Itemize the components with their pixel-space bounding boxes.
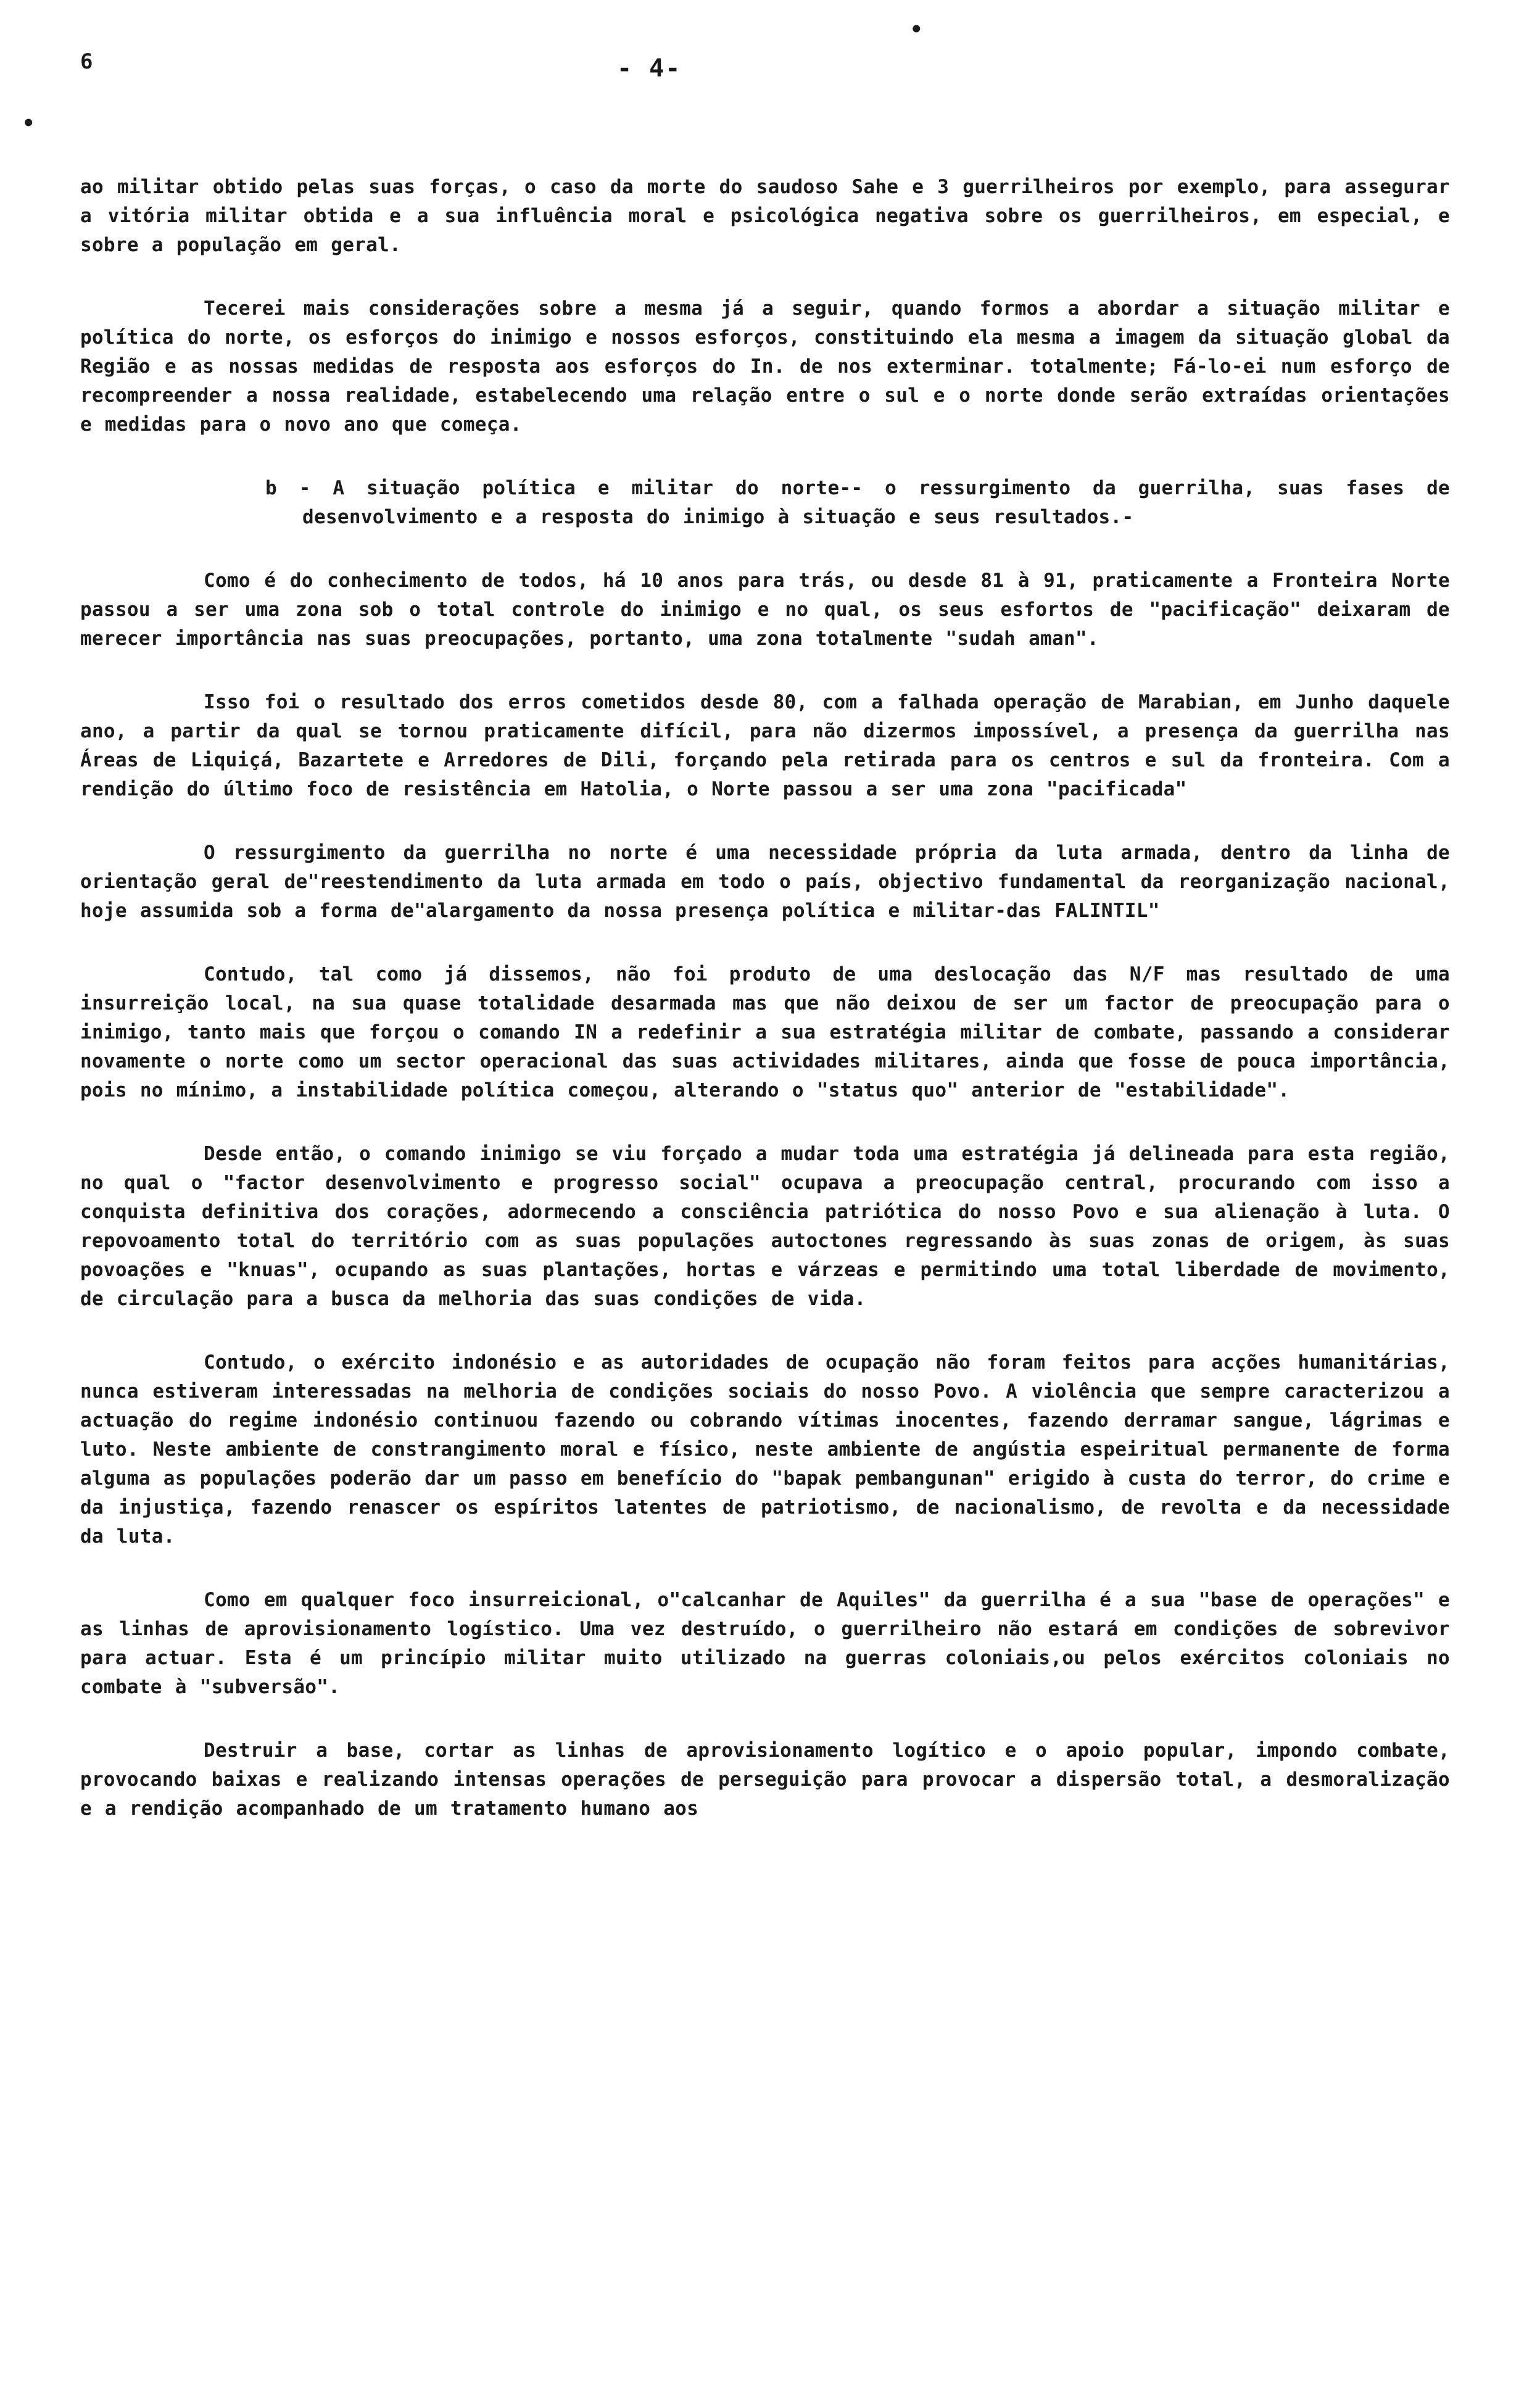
paragraph: Tecerei mais considerações sobre a mesma já a seguir, quando formos a abordar a situação militar e política do norte, os esforços do inimigo e nossos esforços, constituindo ela mesma a imagem da situação global da Região e as nossas medidas de resposta aos esforços do In. de nos exterminar. totalmente; Fá-lo-ei num esforço de recompreender a nossa realidade, estabelecendo uma relação entre o sul e o norte donde serão extraídas orientações e medidas para o novo ano que começa. <box>80 297 1450 436</box>
paragraph: Como é do conhecimento de todos, há 10 anos para trás, ou desde 81 à 91, praticamente a Fronteira Norte passou a ser uma zona sob o total controle do inimigo e no qual, os seus esfortos de "pacificação" deixaram de merecer importância nas suas preocupações, portanto, uma zona totalmente "sudah aman". <box>80 570 1450 650</box>
paragraph: Desde então, o comando inimigo se viu forçado a mudar toda uma estratégia já delineada para esta região, no qual o "factor desenvolvimento e progresso social" ocupava a preocupação central, procurando com isso a conquista definitiva dos corações, adormecendo a consciência patriótica do nosso Povo e sua alienação à luta. O repovoamento total do território com as suas populações autoctones regressando às suas zonas de origem, às suas povoações e "knuas", ocupando as suas plantações, hortas e várzeas e permitindo uma total liberdade de movimento, de circulação para a busca da melhoria das suas condições de vida. <box>80 1143 1450 1310</box>
paragraph-continuation: ao militar obtido pelas suas forças, o caso da morte do saudoso Sahe e 3 guerrilheiros por exemplo, para assegurar a vitória militar obtida e a sua influência moral e psicológica negativa sobre os guerrilheiros, em especial, e sobre a população em geral. <box>80 176 1450 256</box>
paragraph: O ressurgimento da guerrilha no norte é uma necessidade própria da luta armada, dentro da linha de orientação geral de"reestendimento da luta armada em todo o país, objectivo fundamental da reorganização nacional, hoje assumida sob a forma de"alargamento da nossa presença política e militar-das FALINTIL" <box>80 842 1450 922</box>
corner-mark-top-left: 6 <box>80 49 93 74</box>
paragraph: Isso foi o resultado dos erros cometidos desde 80, com a falhada operação de Marabian, em Junho daquele ano, a partir da qual se tornou praticamente difícil, para não dizermos impossível, a presença da guerrilha nas Áreas de Liquiçá, Bazartete e Arredores de Dili, forçando pela retirada para os centros e sul da fronteira. Com a rendição do último foco de resistência em Hatolia, o Norte passou a ser uma zona "pacificada" <box>80 691 1450 800</box>
paragraph: Como em qualquer foco insurreicional, o"calcanhar de Aquiles" da guerrilha é a sua "base de operações" e as linhas de aprovisionamento logístico. Uma vez destruído, o guerrilheiro não estará em condições de sobrevivor para actuar. Esta é um princípio militar muito utilizado na guerras coloniais,ou pelos exércitos coloniais no combate à "subversão". <box>80 1589 1450 1698</box>
section-heading: b - A situação política e militar do norte-- o ressurgimento da guerrilha, suas fases de desenvolvimento e a resposta do inimigo à situação e seus resultados.- <box>265 477 1450 528</box>
page-number: - 4- <box>617 54 682 83</box>
corner-mark-left: • <box>22 111 35 136</box>
document-body <box>80 173 1450 1858</box>
paragraph: Contudo, o exército indonésio e as autoridades de ocupação não foram feitos para acções humanitárias, nunca estiveram interessadas na melhoria de condições sociais do nosso Povo. A violência que sempre caracterizou a actuação do regime indonésio continuou fazendo ou cobrando vítimas inocentes, fazendo derramar sangue, lágrimas e luto. Neste ambiente de constrangimento moral e físico, neste ambiente de angústia espeiritual permanente de forma alguma as populações poderão dar um passo em benefício do "bapak pembangunan" erigido à custa do terror, do crime e da injustiça, fazendo renascer os espíritos latentes de patriotismo, de nacionalismo, de revolta e da necessidade da luta. <box>80 1351 1450 1548</box>
paragraph: Destruir a base, cortar as linhas de aprovisionamento logítico e o apoio popular, impondo combate, provocando baixas e realizando intensas operações de perseguição para provocar a dispersão total, a desmoralização e a rendição acompanhado de um tratamento humano aos <box>80 1739 1450 1820</box>
corner-mark-top-center: • <box>910 17 923 42</box>
paragraph: Contudo, tal como já dissemos, não foi produto de uma deslocação das N/F mas resultado de uma insurreição local, na sua quase totalidade desarmada mas que não deixou de ser um factor de preocupação para o inimigo, tanto mais que forçou o comando IN a redefinir a sua estratégia militar de combate, passando a considerar novamente o norte como um sector operacional das suas actividades militares, ainda que fosse de pouca importância, pois no mínimo, a instabilidade política começou, alterando o "status quo" anterior de "estabilidade". <box>80 963 1450 1101</box>
